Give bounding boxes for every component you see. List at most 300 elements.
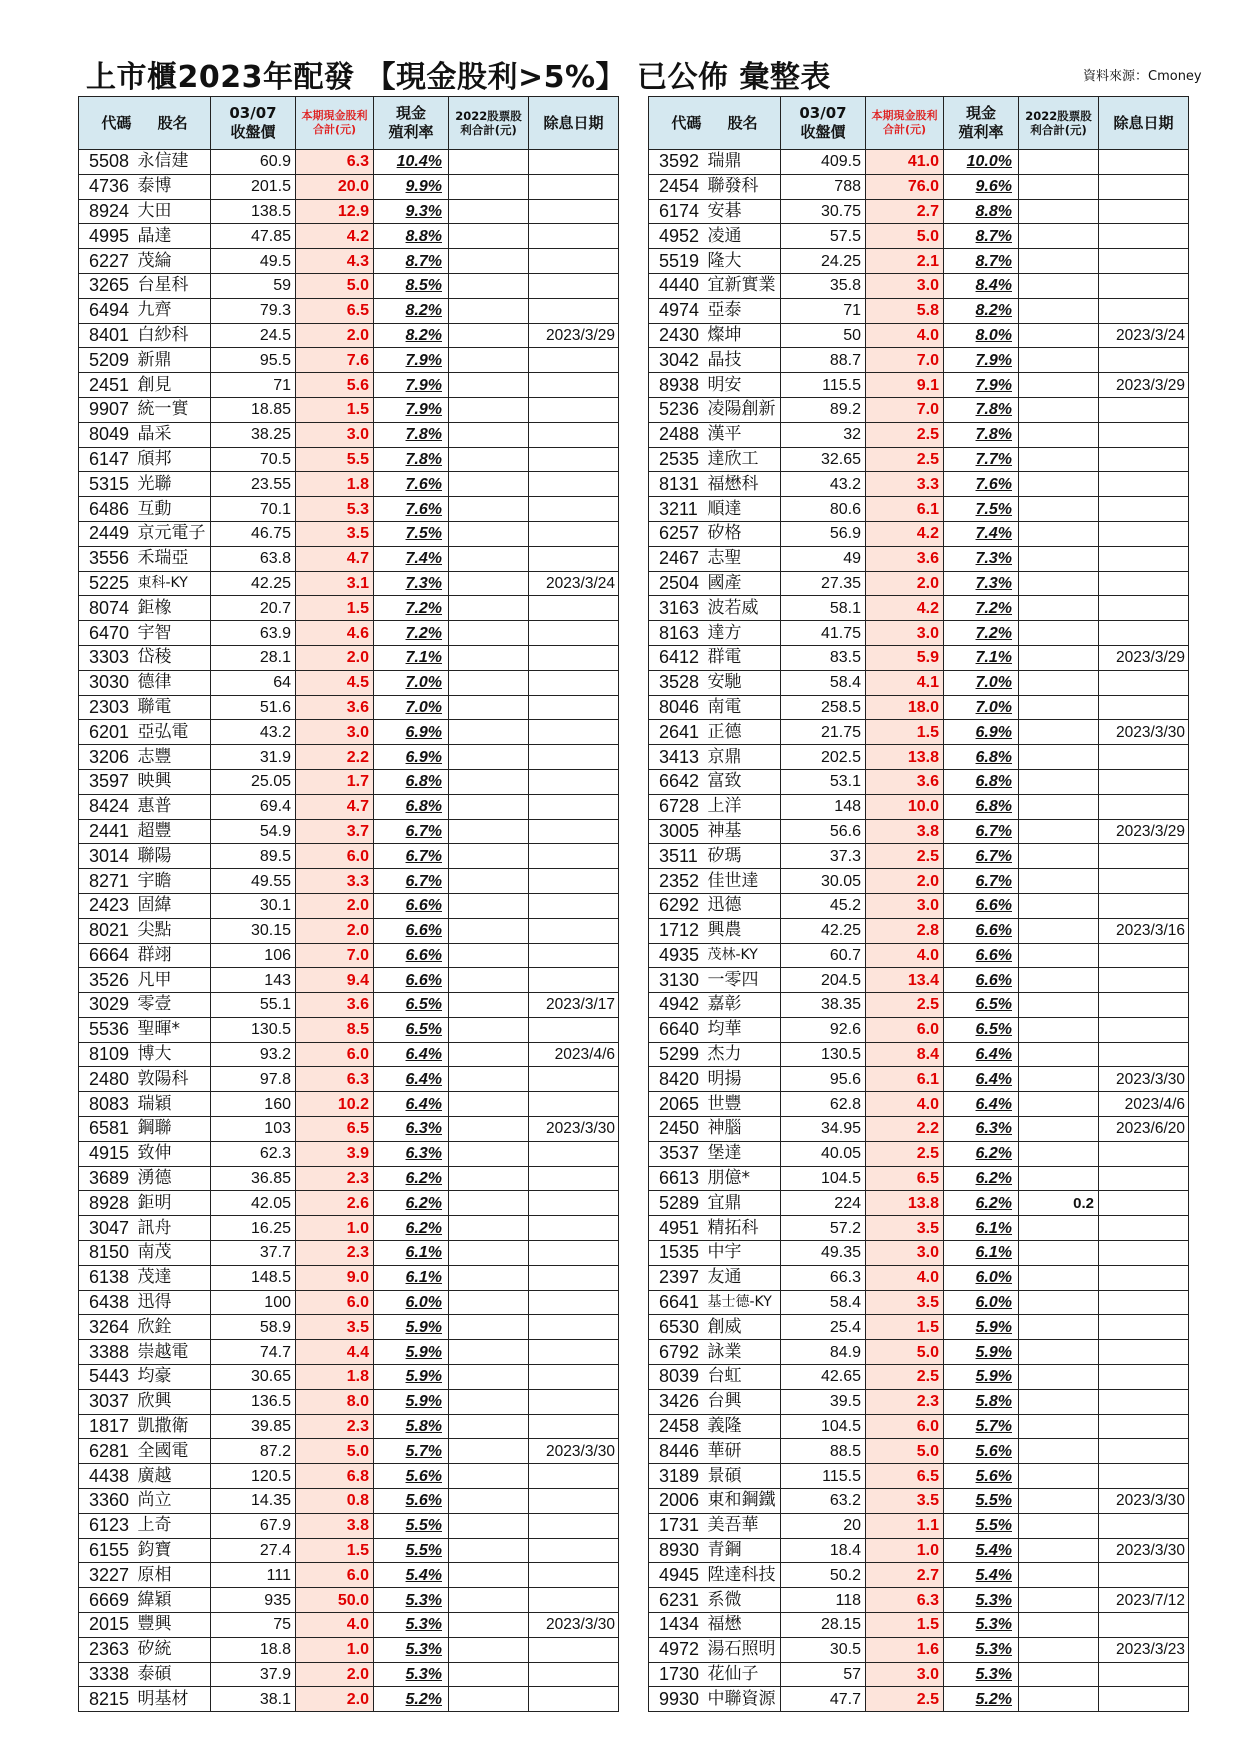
close-price-cell: 43.2 (211, 720, 296, 745)
stock-dividend-cell (449, 273, 529, 298)
stock-dividend-cell (1019, 224, 1099, 249)
close-price-cell: 31.9 (211, 745, 296, 770)
table-row (79, 1141, 619, 1166)
stock-name-cell: 安碁 (706, 199, 781, 224)
stock-name-cell: 凌通 (706, 224, 781, 249)
stock-code-cell: 3227 (79, 1563, 136, 1588)
cash-dividend-cell: 20.0 (296, 174, 374, 199)
ex-dividend-date-cell (1099, 472, 1189, 497)
ex-dividend-date-cell (1099, 1315, 1189, 1340)
cash-dividend-cell: 7.0 (296, 943, 374, 968)
table-row (79, 745, 619, 770)
cash-yield-cell: 6.9% (374, 720, 449, 745)
cash-dividend-cell: 1.5 (866, 1315, 944, 1340)
stock-dividend-cell (1019, 1141, 1099, 1166)
stock-dividend-cell (449, 323, 529, 348)
cash-dividend-cell: 4.0 (296, 1613, 374, 1638)
cash-dividend-cell: 3.8 (296, 1513, 374, 1538)
close-price-cell: 80.6 (781, 497, 866, 522)
cash-yield-cell: 6.6% (374, 943, 449, 968)
stock-dividend-cell (1019, 670, 1099, 695)
ex-dividend-date-cell (529, 1191, 619, 1216)
stock-name-cell: 迅德 (706, 893, 781, 918)
table-row (649, 1216, 1189, 1241)
stock-name-cell: 晶技 (706, 348, 781, 373)
cash-yield-cell: 7.0% (944, 695, 1019, 720)
stock-name-cell: 精拓科 (706, 1216, 781, 1241)
stock-dividend-cell (449, 621, 529, 646)
stock-name-cell: 明基材 (136, 1687, 211, 1712)
table-row (649, 1613, 1189, 1638)
stock-code-cell: 3537 (649, 1141, 706, 1166)
table-row (79, 1117, 619, 1142)
cash-dividend-cell: 5.0 (866, 1340, 944, 1365)
table-header-row (79, 97, 619, 150)
ex-dividend-date-cell (1099, 1141, 1189, 1166)
ex-dividend-date-cell (529, 472, 619, 497)
stock-name-cell: 東科-KY (136, 571, 211, 596)
stock-code-cell: 2480 (79, 1067, 136, 1092)
cash-dividend-cell: 5.0 (296, 1439, 374, 1464)
stock-dividend-cell (1019, 695, 1099, 720)
stock-code-cell: 6728 (649, 794, 706, 819)
cash-yield-cell: 6.8% (374, 794, 449, 819)
stock-code-cell: 6581 (79, 1117, 136, 1142)
cash-dividend-cell: 3.6 (866, 769, 944, 794)
cash-yield-cell: 7.3% (944, 546, 1019, 571)
stock-name-cell: 凌陽創新 (706, 397, 781, 422)
stock-dividend-cell (1019, 1340, 1099, 1365)
table-row (649, 745, 1189, 770)
stock-code-cell: 2449 (79, 521, 136, 546)
ex-dividend-date-cell (1099, 199, 1189, 224)
close-price-cell: 79.3 (211, 298, 296, 323)
stock-dividend-cell: 0.2 (1019, 1191, 1099, 1216)
stock-dividend-cell (449, 1563, 529, 1588)
cash-yield-cell: 5.9% (944, 1315, 1019, 1340)
stock-code-cell: 6613 (649, 1166, 706, 1191)
cash-dividend-cell: 5.3 (296, 497, 374, 522)
stock-dividend-cell (449, 1414, 529, 1439)
stock-name-cell: 上洋 (706, 794, 781, 819)
ex-dividend-date-cell (1099, 249, 1189, 274)
stock-dividend-cell (1019, 1389, 1099, 1414)
close-price-cell: 18.8 (211, 1637, 296, 1662)
close-price-cell: 148.5 (211, 1265, 296, 1290)
stock-dividend-cell (1019, 1613, 1099, 1638)
cash-dividend-cell: 9.0 (296, 1265, 374, 1290)
stock-name-cell: 晶達 (136, 224, 211, 249)
cash-dividend-cell: 6.1 (866, 1067, 944, 1092)
cash-yield-cell: 6.7% (374, 819, 449, 844)
ex-dividend-date-cell: 2023/3/30 (1099, 720, 1189, 745)
close-price-cell: 53.1 (781, 769, 866, 794)
ex-dividend-date-cell (1099, 1265, 1189, 1290)
close-price-cell: 88.5 (781, 1439, 866, 1464)
close-price-cell: 138.5 (211, 199, 296, 224)
table-row (79, 943, 619, 968)
close-price-cell: 95.5 (211, 348, 296, 373)
cash-yield-cell: 5.7% (374, 1439, 449, 1464)
cash-dividend-cell: 7.0 (866, 397, 944, 422)
table-row (649, 1241, 1189, 1266)
ex-dividend-date-cell (529, 298, 619, 323)
close-price-cell: 70.5 (211, 447, 296, 472)
cash-dividend-cell: 4.7 (296, 794, 374, 819)
table-row (79, 1538, 619, 1563)
stock-name-cell: 宇智 (136, 621, 211, 646)
cash-dividend-cell: 6.0 (866, 1017, 944, 1042)
ex-dividend-date-cell: 2023/3/16 (1099, 918, 1189, 943)
close-price-cell: 130.5 (211, 1017, 296, 1042)
table-row (79, 1464, 619, 1489)
table-row (79, 1637, 619, 1662)
source-note: 資料來源：Cmoney (1083, 69, 1202, 84)
stock-name-cell: 矽統 (136, 1637, 211, 1662)
ex-dividend-date-cell (529, 497, 619, 522)
cash-yield-cell: 5.3% (374, 1637, 449, 1662)
stock-dividend-cell (449, 993, 529, 1018)
cash-yield-cell: 6.8% (944, 769, 1019, 794)
cash-yield-cell: 6.6% (374, 968, 449, 993)
stock-name-cell: 花仙子 (706, 1662, 781, 1687)
stock-name-cell: 漢平 (706, 422, 781, 447)
stock-dividend-cell (1019, 1687, 1099, 1712)
stock-dividend-cell (449, 224, 529, 249)
table-row (79, 397, 619, 422)
stock-dividend-cell (449, 943, 529, 968)
stock-name-cell: 宜新實業 (706, 273, 781, 298)
stock-code-cell: 8930 (649, 1538, 706, 1563)
table-row (649, 1588, 1189, 1613)
close-price-cell: 89.5 (211, 844, 296, 869)
cash-yield-cell: 7.8% (944, 397, 1019, 422)
stock-dividend-cell (1019, 323, 1099, 348)
cash-yield-cell: 5.4% (374, 1563, 449, 1588)
stock-dividend-cell (1019, 571, 1099, 596)
table-row (79, 893, 619, 918)
stock-name-cell: 世豐 (706, 1092, 781, 1117)
stock-dividend-cell (449, 1092, 529, 1117)
table-row (79, 1265, 619, 1290)
table-row (649, 670, 1189, 695)
stock-name-cell: 國產 (706, 571, 781, 596)
ex-dividend-date-cell (1099, 1191, 1189, 1216)
cash-yield-cell: 6.2% (944, 1166, 1019, 1191)
cash-dividend-cell: 13.8 (866, 745, 944, 770)
close-price-cell: 160 (211, 1092, 296, 1117)
close-price-cell: 60.9 (211, 150, 296, 175)
close-price-cell: 35.8 (781, 273, 866, 298)
table-row (649, 497, 1189, 522)
table-row (649, 1191, 1189, 1216)
ex-dividend-date-cell (529, 1067, 619, 1092)
close-price-cell: 100 (211, 1290, 296, 1315)
cash-yield-cell: 6.5% (944, 1017, 1019, 1042)
stock-dividend-cell (449, 645, 529, 670)
close-price-cell: 58.4 (781, 1290, 866, 1315)
stock-name-cell: 惠普 (136, 794, 211, 819)
table-row (649, 596, 1189, 621)
stock-name-cell: 茂達 (136, 1265, 211, 1290)
cash-dividend-cell: 2.0 (296, 893, 374, 918)
header-code-name (79, 97, 211, 150)
cash-dividend-cell: 2.5 (866, 422, 944, 447)
table-row (649, 1414, 1189, 1439)
cash-yield-cell: 6.0% (944, 1290, 1019, 1315)
cash-dividend-cell: 5.0 (866, 1439, 944, 1464)
close-price-cell: 83.5 (781, 645, 866, 670)
cash-dividend-cell: 7.6 (296, 348, 374, 373)
cash-yield-cell: 7.3% (374, 571, 449, 596)
ex-dividend-date-cell: 2023/3/30 (1099, 1067, 1189, 1092)
cash-yield-cell: 5.6% (944, 1464, 1019, 1489)
cash-dividend-cell: 4.4 (296, 1340, 374, 1365)
cash-dividend-cell: 9.1 (866, 373, 944, 398)
header-cash-line2: 合計(元) (882, 123, 927, 136)
cash-dividend-cell: 6.0 (866, 1414, 944, 1439)
table-row (79, 1389, 619, 1414)
header-price-date: 03/07 (229, 104, 277, 123)
stock-name-cell: 福懋 (706, 1613, 781, 1638)
header-stock-line2: 利合計(元) (1030, 123, 1087, 137)
stock-code-cell: 8039 (649, 1365, 706, 1390)
table-row (649, 1687, 1189, 1712)
table-row (79, 1067, 619, 1092)
ex-dividend-date-cell (529, 968, 619, 993)
ex-dividend-date-cell (1099, 1340, 1189, 1365)
stock-name-cell: 達欣工 (706, 447, 781, 472)
cash-dividend-cell: 8.4 (866, 1042, 944, 1067)
stock-name-cell: 凱撒衛 (136, 1414, 211, 1439)
stock-name-cell: 超豐 (136, 819, 211, 844)
close-price-cell: 28.1 (211, 645, 296, 670)
table-row (79, 1365, 619, 1390)
stock-code-cell: 8446 (649, 1439, 706, 1464)
ex-dividend-date-cell (1099, 968, 1189, 993)
table-row (79, 546, 619, 571)
table-row (649, 968, 1189, 993)
stock-name-cell: 豐興 (136, 1613, 211, 1638)
ex-dividend-date-cell (529, 695, 619, 720)
stock-dividend-cell (1019, 298, 1099, 323)
table-row (79, 769, 619, 794)
header-stock-dividend (449, 97, 529, 150)
table-row (79, 645, 619, 670)
stock-code-cell: 6412 (649, 645, 706, 670)
close-price-cell: 115.5 (781, 373, 866, 398)
stock-dividend-cell (449, 769, 529, 794)
cash-yield-cell: 6.2% (944, 1141, 1019, 1166)
cash-yield-cell: 7.9% (374, 348, 449, 373)
stock-dividend-cell (1019, 596, 1099, 621)
stock-name-cell: 安馳 (706, 670, 781, 695)
cash-dividend-cell: 3.5 (866, 1489, 944, 1514)
cash-dividend-cell: 2.0 (296, 1662, 374, 1687)
close-price-cell: 62.3 (211, 1141, 296, 1166)
ex-dividend-date-cell (529, 844, 619, 869)
header-price-date: 03/07 (799, 104, 847, 123)
close-price-cell: 40.05 (781, 1141, 866, 1166)
cash-yield-cell: 6.2% (374, 1166, 449, 1191)
stock-name-cell: 友通 (706, 1265, 781, 1290)
stock-dividend-cell (1019, 249, 1099, 274)
ex-dividend-date-cell (529, 1563, 619, 1588)
ex-dividend-date-cell (529, 224, 619, 249)
stock-dividend-cell (1019, 1563, 1099, 1588)
cash-yield-cell: 5.3% (374, 1588, 449, 1613)
cash-dividend-cell: 3.7 (296, 819, 374, 844)
close-price-cell: 92.6 (781, 1017, 866, 1042)
stock-name-cell: 聯發科 (706, 174, 781, 199)
ex-dividend-date-cell (1099, 298, 1189, 323)
stock-code-cell: 2397 (649, 1265, 706, 1290)
table-row (649, 373, 1189, 398)
stock-dividend-cell (1019, 1241, 1099, 1266)
close-price-cell: 69.4 (211, 794, 296, 819)
cash-yield-cell: 6.9% (374, 745, 449, 770)
stock-code-cell: 6201 (79, 720, 136, 745)
cash-dividend-cell: 2.5 (866, 447, 944, 472)
close-price-cell: 30.75 (781, 199, 866, 224)
stock-name-cell: 一零四 (706, 968, 781, 993)
cash-yield-cell: 7.0% (374, 695, 449, 720)
ex-dividend-date-cell (529, 943, 619, 968)
stock-name-cell: 志豐 (136, 745, 211, 770)
cash-yield-cell: 8.2% (374, 298, 449, 323)
stock-name-cell: 致伸 (136, 1141, 211, 1166)
cash-yield-cell: 5.9% (374, 1365, 449, 1390)
close-price-cell: 70.1 (211, 497, 296, 522)
ex-dividend-date-cell: 2023/3/29 (529, 323, 619, 348)
stock-name-cell: 映興 (136, 769, 211, 794)
cash-yield-cell: 6.1% (374, 1241, 449, 1266)
cash-dividend-cell: 3.0 (866, 1241, 944, 1266)
cash-dividend-cell: 1.5 (866, 1613, 944, 1638)
cash-dividend-cell: 76.0 (866, 174, 944, 199)
cash-dividend-cell: 4.5 (296, 670, 374, 695)
table-row (79, 497, 619, 522)
table-row (649, 472, 1189, 497)
stock-code-cell: 2441 (79, 819, 136, 844)
table-row (649, 199, 1189, 224)
cash-yield-cell: 6.2% (374, 1191, 449, 1216)
stock-dividend-cell (1019, 1092, 1099, 1117)
cash-dividend-cell: 2.3 (296, 1166, 374, 1191)
stock-dividend-cell (1019, 273, 1099, 298)
stock-code-cell: 3597 (79, 769, 136, 794)
stock-dividend-cell (1019, 893, 1099, 918)
stock-dividend-cell (1019, 720, 1099, 745)
cash-dividend-cell: 13.4 (866, 968, 944, 993)
stock-code-cell: 8215 (79, 1687, 136, 1712)
cash-dividend-cell: 2.2 (296, 745, 374, 770)
ex-dividend-date-cell (1099, 447, 1189, 472)
ex-dividend-date-cell (1099, 844, 1189, 869)
stock-name-cell: 詠業 (706, 1340, 781, 1365)
stock-code-cell: 5209 (79, 348, 136, 373)
table-row (649, 1513, 1189, 1538)
stock-code-cell: 4438 (79, 1464, 136, 1489)
close-price-cell: 64 (211, 670, 296, 695)
cash-yield-cell: 8.8% (374, 224, 449, 249)
stock-name-cell: 鉅橡 (136, 596, 211, 621)
stock-name-cell: 群翊 (136, 943, 211, 968)
table-row (79, 174, 619, 199)
close-price-cell: 935 (211, 1588, 296, 1613)
cash-dividend-cell: 0.8 (296, 1489, 374, 1514)
stock-name-cell: 尚立 (136, 1489, 211, 1514)
table-row (79, 1439, 619, 1464)
close-price-cell: 788 (781, 174, 866, 199)
stock-dividend-cell (449, 1340, 529, 1365)
cash-yield-cell: 6.4% (374, 1042, 449, 1067)
table-row (79, 199, 619, 224)
cash-yield-cell: 6.4% (374, 1067, 449, 1092)
stock-code-cell: 3592 (649, 150, 706, 175)
stock-dividend-cell (1019, 943, 1099, 968)
close-price-cell: 84.9 (781, 1340, 866, 1365)
stock-name-cell: 朋億* (706, 1166, 781, 1191)
close-price-cell: 32.65 (781, 447, 866, 472)
stock-code-cell: 4995 (79, 224, 136, 249)
table-row (79, 521, 619, 546)
table-row (79, 918, 619, 943)
stock-name-cell: 佳世達 (706, 869, 781, 894)
stock-code-cell: 6174 (649, 199, 706, 224)
stock-name-cell: 光聯 (136, 472, 211, 497)
ex-dividend-date-cell (529, 819, 619, 844)
stock-code-cell: 8109 (79, 1042, 136, 1067)
cash-dividend-cell: 2.0 (866, 571, 944, 596)
cash-dividend-cell: 4.2 (296, 224, 374, 249)
stock-name-cell: 隆大 (706, 249, 781, 274)
stock-code-cell: 8424 (79, 794, 136, 819)
stock-code-cell: 6257 (649, 521, 706, 546)
stock-code-cell: 8938 (649, 373, 706, 398)
header-price (211, 97, 296, 150)
cash-dividend-cell: 3.6 (296, 695, 374, 720)
cash-dividend-cell: 4.2 (866, 596, 944, 621)
stock-dividend-cell (449, 1538, 529, 1563)
close-price-cell: 14.35 (211, 1489, 296, 1514)
table-header-row (649, 97, 1189, 150)
table-row (79, 273, 619, 298)
stock-dividend-cell (1019, 422, 1099, 447)
stock-dividend-cell (1019, 497, 1099, 522)
cash-yield-cell: 6.6% (374, 893, 449, 918)
stock-name-cell: 岱稜 (136, 645, 211, 670)
close-price-cell: 204.5 (781, 968, 866, 993)
close-price-cell: 37.9 (211, 1662, 296, 1687)
table-row (649, 844, 1189, 869)
close-price-cell: 104.5 (781, 1166, 866, 1191)
stock-code-cell: 3689 (79, 1166, 136, 1191)
ex-dividend-date-cell (1099, 670, 1189, 695)
table-row (649, 1389, 1189, 1414)
close-price-cell: 47.7 (781, 1687, 866, 1712)
cash-dividend-cell: 1.8 (296, 1365, 374, 1390)
table-row (649, 695, 1189, 720)
cash-dividend-cell: 2.0 (296, 323, 374, 348)
stock-dividend-cell (449, 199, 529, 224)
cash-dividend-cell: 3.3 (296, 869, 374, 894)
ex-dividend-date-cell: 2023/3/24 (529, 571, 619, 596)
cash-dividend-cell: 4.0 (866, 1265, 944, 1290)
cash-dividend-cell: 3.5 (296, 521, 374, 546)
stock-name-cell: 矽格 (706, 521, 781, 546)
cash-yield-cell: 8.7% (374, 249, 449, 274)
